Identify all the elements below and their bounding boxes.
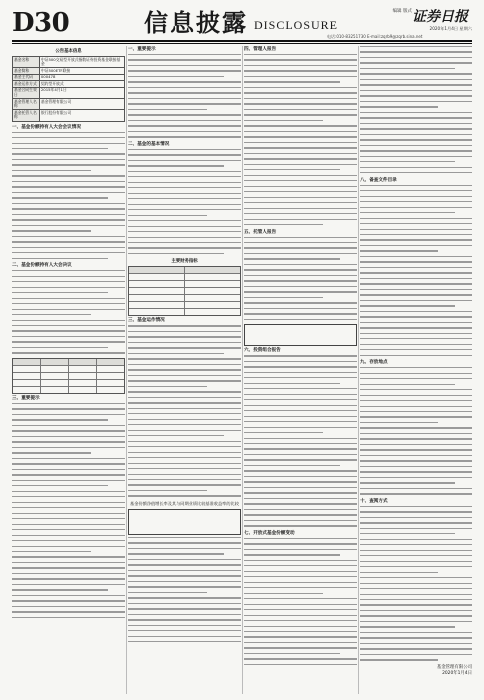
table-cell-label: 基金主代码 xyxy=(13,74,40,81)
figure-box xyxy=(244,324,357,346)
section-heading: 四、管理人报告 xyxy=(244,47,277,52)
contact-line: 电话:010-83251730 E-mail:zqrb9@zqrb.sina.net xyxy=(327,34,423,39)
signature-date: 2020年1月4日 xyxy=(442,670,472,676)
body-text-block xyxy=(128,149,241,255)
column-divider xyxy=(358,46,359,694)
table-cell-label: 基金合同生效日 xyxy=(13,87,40,98)
column-3 xyxy=(244,46,357,694)
table-cell-value: 中证500交易型开放式指数证券投资基金联接基金 xyxy=(39,57,124,68)
body-text-block xyxy=(128,325,241,496)
column-2 xyxy=(128,46,241,694)
table-cell-label: 基金简称 xyxy=(13,68,40,75)
section-heading: 五、托管人报告 xyxy=(244,229,277,235)
table-cell-value: 中证500ETF联接 xyxy=(39,68,124,75)
table-cell-label: 基金运作方式 xyxy=(13,81,40,88)
body-text-block xyxy=(360,46,472,173)
header-rule xyxy=(12,40,472,42)
body-text-block xyxy=(360,367,472,494)
section-heading: 二、基金份额持有人大会决议 xyxy=(12,263,72,269)
section-heading: 十、查阅方式 xyxy=(360,498,388,504)
newspaper-logo: 证券日报 xyxy=(412,9,468,25)
signature-company: 基金管理有限公司 xyxy=(436,664,472,670)
editor-label: 编辑 版式 xyxy=(392,9,412,14)
body-text-block xyxy=(244,54,357,225)
section-heading: 三、重要提示 xyxy=(12,395,40,401)
column-4 xyxy=(360,46,472,694)
section-heading: 七、开放式基金份额变动 xyxy=(244,530,295,536)
table-cell-value: 基金管理有限公司 xyxy=(39,99,124,110)
section-heading: 一、重要提示 xyxy=(128,47,156,52)
section-title-en: DISCLOSURE xyxy=(254,18,339,32)
table-title: 公告基本信息 xyxy=(55,49,82,54)
table-cell-label: 基金管理人名称 xyxy=(13,99,40,110)
table-row xyxy=(13,99,125,110)
table-row xyxy=(13,57,125,68)
table-row xyxy=(13,81,125,88)
fund-info-table xyxy=(12,56,125,122)
table-cell-value: 银行股份有限公司 xyxy=(39,110,124,121)
section-heading: 九、存放地点 xyxy=(360,360,388,366)
section-heading: 三、基金运作情况 xyxy=(128,318,165,324)
table-cell-label: 基金名称 xyxy=(13,57,40,68)
body-text-block xyxy=(244,538,357,665)
body-text-block xyxy=(360,185,472,356)
chart-frame xyxy=(128,509,241,535)
body-text-block xyxy=(128,537,241,643)
body-text-block xyxy=(12,270,125,354)
financial-table xyxy=(128,266,241,316)
table-row xyxy=(13,68,125,75)
body-text-block xyxy=(12,132,125,259)
table-cell-label: 基金托管人名称 xyxy=(13,110,40,121)
table-row xyxy=(13,74,125,81)
body-text-block xyxy=(244,237,357,321)
section-heading: 六、投资组合报告 xyxy=(244,348,281,354)
body-text-block xyxy=(360,506,472,661)
section-heading: 一、基金份额持有人大会会议情况 xyxy=(12,124,81,130)
issue-date: 2020年1月4日 星期六 xyxy=(429,26,472,31)
page-header xyxy=(12,6,472,44)
section-heading: 八、备查文件目录 xyxy=(360,177,397,183)
table-cell-value: 契约型开放式 xyxy=(39,81,124,88)
body-text-block xyxy=(12,403,125,618)
column-divider xyxy=(126,46,127,694)
column-divider xyxy=(242,46,243,694)
table-row xyxy=(13,87,125,98)
header-rule-thin xyxy=(12,43,472,44)
body-text-block xyxy=(128,54,241,138)
table-cell-value: 000478 xyxy=(39,74,124,81)
data-table xyxy=(12,358,125,394)
table-cell-value: 2015年4月1日 xyxy=(39,87,124,98)
page-number: D30 xyxy=(12,8,70,38)
table-title: 主要财务指标 xyxy=(171,259,198,265)
figure-caption: 基金份额净值增长率及其与同期业绩比较基准收益率的比较 xyxy=(130,500,239,506)
body-text-block xyxy=(244,355,357,526)
table-row xyxy=(13,110,125,121)
section-title: 信息披露 xyxy=(144,8,248,37)
section-heading: 二、基金的基本情况 xyxy=(128,141,170,147)
column-1 xyxy=(12,46,125,694)
